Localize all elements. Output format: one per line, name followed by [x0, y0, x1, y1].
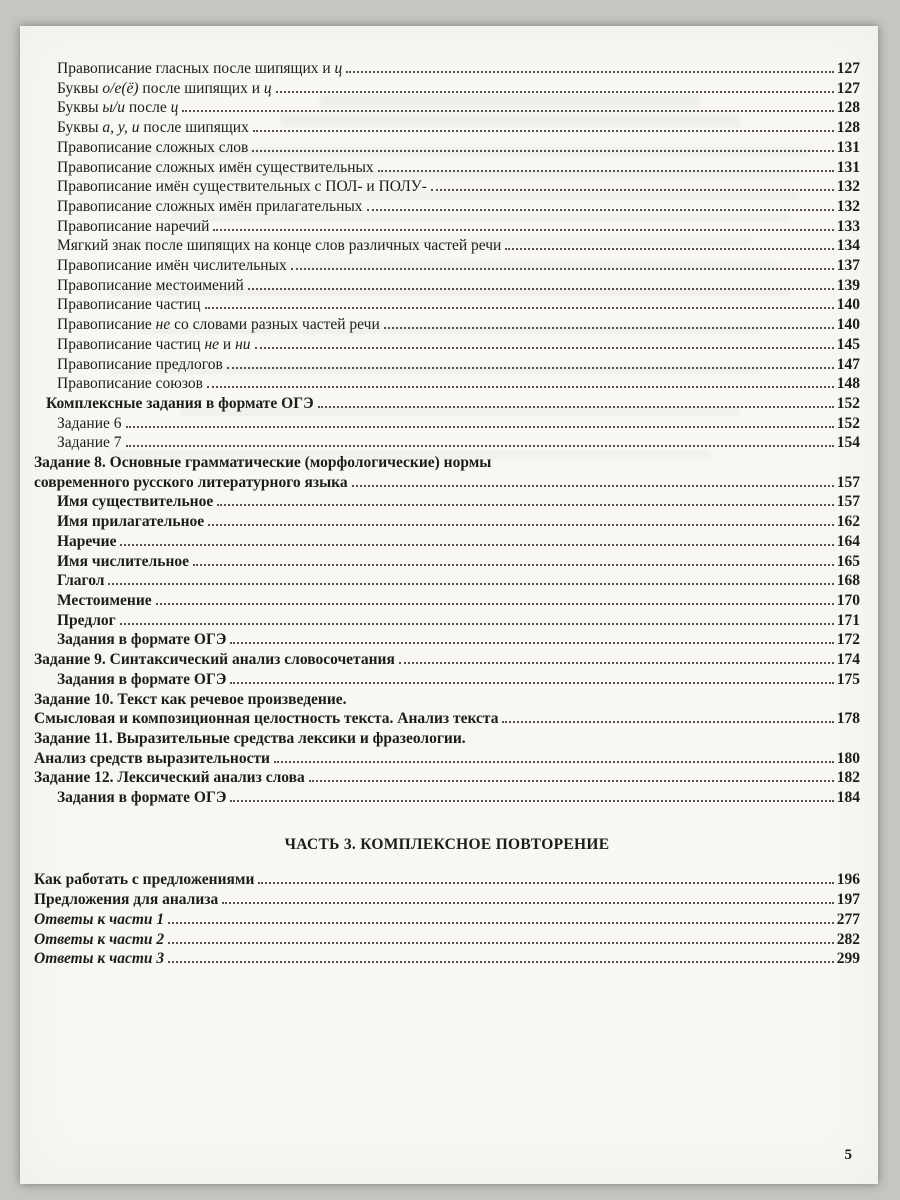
- toc-entry: [34, 949, 860, 969]
- toc-entry-label: Задание 7: [57, 434, 122, 452]
- toc-entry-label: Ответы к части 3: [34, 950, 165, 968]
- dotted-leader: [399, 662, 834, 664]
- toc-entry: [34, 650, 860, 670]
- toc-entry-page: 127: [836, 79, 860, 97]
- toc-entry-page: 132: [836, 197, 860, 215]
- toc-entry-page: 170: [836, 591, 860, 609]
- dotted-leader: [222, 902, 833, 904]
- toc-entry-label: Правописание союзов: [57, 375, 203, 393]
- toc-entry-label: Ответы к части 2: [34, 930, 165, 948]
- dotted-leader: [309, 780, 834, 782]
- toc-entry: [34, 217, 860, 237]
- toc-entry: [34, 315, 860, 335]
- toc-entry: [34, 630, 860, 650]
- toc-entry: [34, 709, 860, 729]
- toc-entry-label: современного русского литературного языка: [34, 473, 348, 491]
- toc-entry-label: Смысловая и композиционная целостность текста. Анализ текста: [34, 710, 499, 728]
- dotted-leader: [168, 922, 834, 924]
- toc-entry: [34, 930, 860, 950]
- toc-entry-label: Имя существительное: [57, 493, 214, 511]
- toc-entry-page: 140: [836, 296, 860, 314]
- toc-entry: [34, 158, 860, 178]
- toc-entry: [34, 177, 860, 197]
- toc-entry: [34, 374, 860, 394]
- toc-entry: [34, 118, 860, 138]
- toc-entry: [34, 98, 860, 118]
- toc-entry: [34, 453, 860, 473]
- toc-entry-label: Буквы о/е(ё) после шипящих и ц: [57, 79, 272, 97]
- toc-entry-label: Задание 10. Текст как речевое произведение.: [34, 690, 347, 708]
- toc-entry-label: Мягкий знак после шипящих на конце слов различных частей речи: [57, 237, 502, 255]
- toc-entry-label: Задание 8. Основные грамматические (морфологические) нормы: [34, 454, 492, 472]
- dotted-leader: [213, 229, 833, 231]
- dotted-leader: [253, 130, 834, 132]
- toc-entry-label: Задания в формате ОГЭ: [57, 631, 227, 649]
- toc-entry-page: 197: [836, 891, 860, 909]
- toc-entry-label: Предложения для анализа: [34, 891, 219, 909]
- dotted-leader: [227, 367, 834, 369]
- toc-entry-label: Глагол: [57, 572, 105, 590]
- toc-entry-label: Правописание частиц не и ни: [57, 335, 251, 353]
- toc-entry-page: 152: [836, 414, 860, 432]
- toc-entry: [34, 552, 860, 572]
- toc-entry: [34, 870, 860, 890]
- page-number: 5: [844, 1147, 852, 1163]
- toc-entry-page: 164: [836, 532, 860, 550]
- toc-entry: [34, 138, 860, 158]
- toc-entry: [34, 276, 860, 296]
- dotted-leader: [168, 961, 834, 963]
- toc-entry-page: 182: [836, 769, 860, 787]
- dotted-leader: [156, 603, 834, 605]
- toc-entry: [34, 611, 860, 631]
- toc-entry-page: 147: [836, 355, 860, 373]
- toc-entry: [34, 492, 860, 512]
- toc-entry-label: Правописание частиц: [57, 296, 201, 314]
- table-of-contents: [34, 59, 860, 969]
- toc-entry: [34, 910, 860, 930]
- dotted-leader: [205, 307, 834, 309]
- toc-entry-label: Ответы к части 1: [34, 910, 165, 928]
- dotted-leader: [291, 268, 834, 270]
- toc-entry-label: Правописание наречий: [57, 217, 210, 235]
- toc-entry: [34, 355, 860, 375]
- toc-entry: [34, 690, 860, 710]
- dotted-leader: [207, 386, 834, 388]
- part-heading: ЧАСТЬ 3. КОМПЛЕКСНОЕ ПОВТОРЕНИЕ: [284, 835, 610, 853]
- toc-entry-page: 178: [836, 710, 860, 728]
- toc-entry-page: 172: [836, 631, 860, 649]
- toc-entry-page: 180: [836, 749, 860, 767]
- toc-entry-label: Правописание местоимений: [57, 276, 244, 294]
- dotted-leader: [352, 485, 834, 487]
- toc-entry-label: Правописание сложных имён прилагательных: [57, 197, 363, 215]
- toc-entry-label: Имя прилагательное: [57, 513, 205, 531]
- dotted-leader: [252, 150, 833, 152]
- dotted-leader: [505, 248, 833, 250]
- toc-entry: [34, 295, 860, 315]
- toc-entry-label: Задание 6: [57, 414, 122, 432]
- toc-entry: [34, 256, 860, 276]
- toc-entry-label: Буквы ы/и после ц: [57, 99, 179, 117]
- toc-entry-label: Правописание имён числительных: [57, 257, 287, 275]
- toc-list: [34, 59, 860, 969]
- toc-entry: [34, 197, 860, 217]
- dotted-leader: [230, 682, 833, 684]
- toc-entry-page: 152: [836, 394, 860, 412]
- toc-entry-page: 162: [836, 513, 860, 531]
- toc-entry-label: Задание 12. Лексический анализ слова: [34, 769, 305, 787]
- toc-entry: [34, 394, 860, 414]
- dotted-leader: [502, 721, 833, 723]
- toc-entry-page: 131: [836, 158, 860, 176]
- toc-entry: [34, 571, 860, 591]
- toc-entry-page: 131: [836, 138, 860, 156]
- dotted-leader: [384, 327, 834, 329]
- toc-entry-page: 165: [836, 552, 860, 570]
- toc-entry-label: Буквы а, у, и после шипящих: [57, 119, 249, 137]
- toc-entry: [34, 512, 860, 532]
- toc-entry-page: 196: [836, 871, 860, 889]
- toc-entry: [34, 414, 860, 434]
- toc-entry-label: Наречие: [57, 532, 117, 550]
- toc-entry-label: Задание 9. Синтаксический анализ словосочетания: [34, 651, 395, 669]
- toc-entry-page: 140: [836, 316, 860, 334]
- toc-entry-page: 127: [836, 60, 860, 77]
- dotted-leader: [120, 544, 833, 546]
- toc-entry-page: 137: [836, 257, 860, 275]
- dotted-leader: [126, 445, 834, 447]
- toc-entry-page: 157: [836, 493, 860, 511]
- dotted-leader: [120, 623, 834, 625]
- toc-entry: [34, 591, 860, 611]
- toc-entry-label: Анализ средств выразительности: [34, 749, 270, 767]
- toc-entry-label: Правописание предлогов: [57, 355, 223, 373]
- dotted-leader: [431, 189, 834, 191]
- dotted-leader: [108, 583, 833, 585]
- toc-entry-page: 139: [836, 276, 860, 294]
- toc-entry-label: Как работать с предложениями: [34, 871, 255, 889]
- dotted-leader: [276, 91, 834, 93]
- dotted-leader: [255, 347, 834, 349]
- toc-entry: [34, 473, 860, 493]
- dotted-leader: [126, 426, 834, 428]
- toc-entry-page: 174: [836, 651, 860, 669]
- toc-entry: [34, 236, 860, 256]
- dotted-leader: [378, 170, 834, 172]
- toc-entry: [34, 670, 860, 690]
- toc-entry-label: Имя числительное: [57, 552, 189, 570]
- dotted-leader: [258, 882, 833, 884]
- toc-entry-page: 154: [836, 434, 860, 452]
- dotted-leader: [217, 504, 834, 506]
- dotted-leader: [248, 288, 834, 290]
- toc-entry-page: 299: [836, 950, 860, 968]
- toc-entry: [34, 532, 860, 552]
- toc-entry-page: 184: [836, 789, 860, 807]
- toc-entry: [34, 335, 860, 355]
- toc-entry-label: Задания в формате ОГЭ: [57, 789, 227, 807]
- dotted-leader: [208, 524, 834, 526]
- toc-entry-label: Правописание сложных слов: [57, 138, 249, 156]
- scanned-book-page: [20, 26, 878, 1184]
- toc-entry: [34, 788, 860, 808]
- dotted-leader: [230, 642, 833, 644]
- toc-entry: [34, 890, 860, 910]
- toc-entry-page: 171: [836, 611, 860, 629]
- toc-entry-page: 157: [836, 473, 860, 491]
- dotted-leader: [274, 761, 834, 763]
- toc-entry-label: Правописание имён существительных с ПОЛ- и ПОЛУ-: [57, 178, 427, 196]
- dotted-leader: [193, 564, 834, 566]
- toc-entry-label: Правописание гласных после шипящих и ц: [57, 60, 343, 77]
- dotted-leader: [367, 209, 834, 211]
- toc-entry: [34, 59, 860, 79]
- toc-entry-label: Правописание не со словами разных частей речи: [57, 316, 380, 334]
- toc-entry-label: Задания в формате ОГЭ: [57, 670, 227, 688]
- toc-entry-label: Предлог: [57, 611, 116, 629]
- toc-entry: [34, 768, 860, 788]
- toc-entry-page: 128: [836, 119, 860, 137]
- toc-entry-label: Местоимение: [57, 591, 152, 609]
- toc-entry-label: Комплексные задания в формате ОГЭ: [46, 394, 314, 412]
- toc-entry-page: 282: [836, 930, 860, 948]
- toc-entry-page: 277: [836, 910, 860, 928]
- toc-entry-page: 132: [836, 178, 860, 196]
- toc-entry: [34, 79, 860, 99]
- toc-entry: [34, 749, 860, 769]
- toc-entry-page: 145: [836, 335, 860, 353]
- toc-entry: [34, 433, 860, 453]
- toc-entry-page: 168: [836, 572, 860, 590]
- dotted-leader: [182, 110, 833, 112]
- toc-entry-page: 175: [836, 670, 860, 688]
- toc-entry-page: 133: [836, 217, 860, 235]
- dotted-leader: [346, 71, 833, 73]
- toc-entry-page: 128: [836, 99, 860, 117]
- toc-entry: [34, 729, 860, 749]
- dotted-leader: [318, 406, 834, 408]
- toc-entry-page: 148: [836, 375, 860, 393]
- toc-entry-page: 134: [836, 237, 860, 255]
- dotted-leader: [168, 942, 834, 944]
- dotted-leader: [230, 800, 833, 802]
- toc-entry-label: Задание 11. Выразительные средства лексики и фразеологии.: [34, 729, 466, 747]
- toc-entry-label: Правописание сложных имён существительных: [57, 158, 374, 176]
